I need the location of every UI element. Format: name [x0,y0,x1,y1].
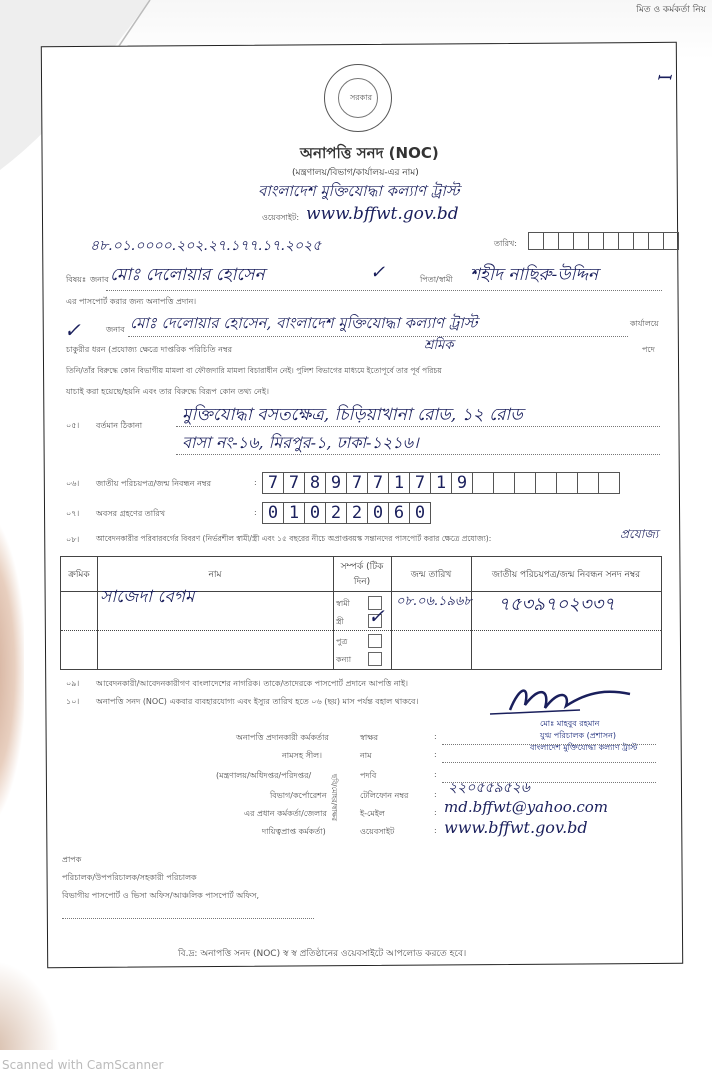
col-nid: জাতীয় পরিচয়পত্র/জন্ম নিবন্ধন সনদ নম্বর [491,569,641,580]
family-label: আবেদনকারীর পরিবারবর্গের বিবরণ (নির্ভরশীল স্বামী/স্ত্রী এবং ১৫ বছরের নীচে অপ্রাপ্তবয়স্ক সন্তানদের পাসপোর্ট করার ক্ষেত্রে প্রযোজ্য): [96,534,492,543]
phone-value: ২২০৫৫৯৫২৬ [448,780,530,796]
website2-value: www.bffwt.gov.bd [444,818,588,837]
address-line-2: বাসা নং-১৬, মিরপুর-১, ঢাকা-১২১৬। [182,433,419,452]
rel-checkbox-son [368,634,382,648]
post-label: পদে [642,345,655,354]
field-name: নাম [360,751,372,760]
website-label: ওয়েবসাইট: [262,213,300,222]
col-dob: জন্ম তারিখ [391,557,472,591]
issuer-label-3: (মন্ত্রণালয়/অধিদপ্তর/পরিদপ্তর/ [216,771,312,780]
rel-label-wife: স্ত্রী [336,617,344,626]
form-subtitle: (মন্ত্রণালয়/বিভাগ/কার্যালয়-এর নাম) [292,168,419,178]
issuer-label-5: এর প্রধান কর্মকর্তা/জেলার [244,809,327,818]
issuer-label-6: দায়িত্বপ্রাপ্ত কর্মকর্তা) [262,827,326,836]
recipient-line-2: পরিচালক/উপপরিচালক/সহকারী পরিচালক [62,873,197,882]
rel-label-daughter: কন্যা [336,655,352,664]
issuer-label-1: অনাপত্তি প্রদানকারী কর্মকর্তার [236,733,329,742]
col-serial: ক্রমিক [61,557,98,591]
col-name: নাম [97,557,334,591]
scanner-watermark: Scanned with CamScanner [2,1058,164,1072]
stamp-line-1: মোঃ মাহবুব রহমান [540,719,600,728]
post-value: শ্রমিক [424,338,454,353]
top-note: মিত ও কর্মকর্তা নিয় [636,5,706,15]
retire-label: অবসর গ্রহণের তারিখ [96,509,166,518]
family-flag: প্রযোজ্য [620,527,659,541]
rel-label-husband: স্বামী [336,599,350,608]
address-dotline-1 [176,426,660,427]
police-line: তিনি/তাঁর বিরুদ্ধে কোন বিভাগীয় মামলা বা ফৌজদারি মামলা বিচারাধীন নেই। পুলিশ বিভাগের মাধ্যমে ইতোপূর্বে তার পূর্ব পরিচয় [66,366,442,375]
father-name: শহীদ নাছিরু-উদ্দিন [470,265,599,285]
family-member-nid: ৭৫৩৯৭০২৩৩৭ [498,594,615,615]
nid-label: জাতীয় পরিচয়পত্র/জন্ম নিবন্ধন নম্বর [96,479,211,488]
address-line-1: মুক্তিযোদ্ধা বসতক্ষেত্র, চিড়িয়াখানা রোড, ১২ রোড [182,405,523,425]
col-relation: সম্পর্ক (টিক দিন) [333,557,392,591]
issuer-label-2: নামসহ সীল। [282,751,322,760]
issuer-label-4: বিভাগ/কর্পোরেশন [270,791,327,800]
website-value: www.bffwt.gov.bd [306,204,459,224]
check-mark: ✓ [370,262,386,283]
rel-label-son: পুত্র [336,637,348,646]
passport-line: এর পাসপোর্ট করার জন্য অনাপত্তি প্রদান। [66,297,197,306]
field-website: ওয়েবসাইট [360,827,395,836]
margin-check: ✓ [64,318,81,342]
office-label: কার্যালয়ে [630,319,659,328]
stamp-line-2: যুগ্ম পরিচালক (প্রশাসন) [540,731,616,740]
corner-mark: ꟷ [656,68,671,89]
name2-label: জনাব [106,325,125,334]
address-label: বর্তমান ঠিকানা [96,421,143,430]
recipient-line-1: প্রাপক [62,855,82,864]
form-title: অনাপত্তি সনদ (NOC) [300,144,439,162]
applicant-name-2: মোঃ দেলোয়ার হোসেন, বাংলাদেশ মুক্তিযোদ্ধা কল্যাণ ট্রাস্ট [130,314,478,332]
field-signature: স্বাক্ষর [360,733,379,742]
field-email: ই-মেইল [360,809,385,818]
date-label: তারিখ: [494,239,517,248]
org-name: বাংলাদেশ মুক্তিযোদ্ধা কল্যাণ ট্রাস্ট [258,182,460,200]
issuer-side: ছবি/মোহর/স্বাক্ষর [330,774,338,821]
date-boxes [528,232,678,250]
email-value: md.bffwt@yahoo.com [444,798,608,816]
name-line [106,290,662,291]
name-label: জনাব [90,275,109,284]
scan-finger-shadow [0,520,24,820]
memo-number: ৪৮.০১.০০০০.২০২.২৭.১৭৭.১৭.২০২৫ [90,238,322,254]
service-desc: চাকুরীর ধরন (প্রযোজ্য ক্ষেত্রে দাপ্তরিক পরিচিতি নম্বর [66,345,233,354]
field-designation: পদবি [360,771,377,780]
rel-checkbox-daughter [368,652,382,666]
recipient-line-3: বিভাগীয় পাসপোর্ট ও ভিসা অফিস/আঞ্চলিক পাসপোর্ট অফিস, [62,891,260,900]
seal-text: সরকার [350,93,373,102]
family-member-dob: ০৮.০৬.১৯৬৮ [396,594,472,609]
footer-note: বি.দ্র: অনাপত্তি সনদ (NOC) স্ব স্ব প্রতিষ্ঠানের ওয়েবসাইটে আপলোড করতে হবে। [178,949,467,959]
family-member-name: সাজেদা বেগম [100,587,195,607]
wife-check-mark: ✓ [368,604,385,628]
stamp-line-3: বাংলাদেশ মুক্তিযোদ্ধা কল্যাণ ট্রাস্ট [530,743,638,752]
scan-corner-shadow [0,960,60,1050]
father-label: পিতা/স্বামী [420,275,453,284]
citizen-line: আবেদনকারী/আবেদনকারীগণ বাংলাদেশের নাগরিক। তাকে/তাদেরকে পাসপোর্ট প্রদানে আপত্তি নাই। [96,679,409,688]
police-line-2: যাচাই করা হয়েছে/হয়নি এবং তার বিরুদ্ধে বিরূপ কোন তথ্য নেই। [66,387,269,396]
validity-line: অনাপত্তি সনদ (NOC) একবার ব্যবহারযোগ্য এবং ইস্যুর তারিখ হতে ০৬ (ছয়) মাস পর্যন্ত বহাল থাকবে। [96,697,419,706]
address-dotline-2 [176,454,660,455]
name2-line [128,336,628,337]
retire-boxes: 0 1 0 2 2 0 6 0 [262,502,430,524]
applicant-name: মোঃ দেলোয়ার হোসেন [110,265,265,285]
nid-boxes: 7 7 8 9 7 7 1 7 1 9 [262,472,619,494]
field-phone: টেলিফোন নম্বর [360,791,409,800]
